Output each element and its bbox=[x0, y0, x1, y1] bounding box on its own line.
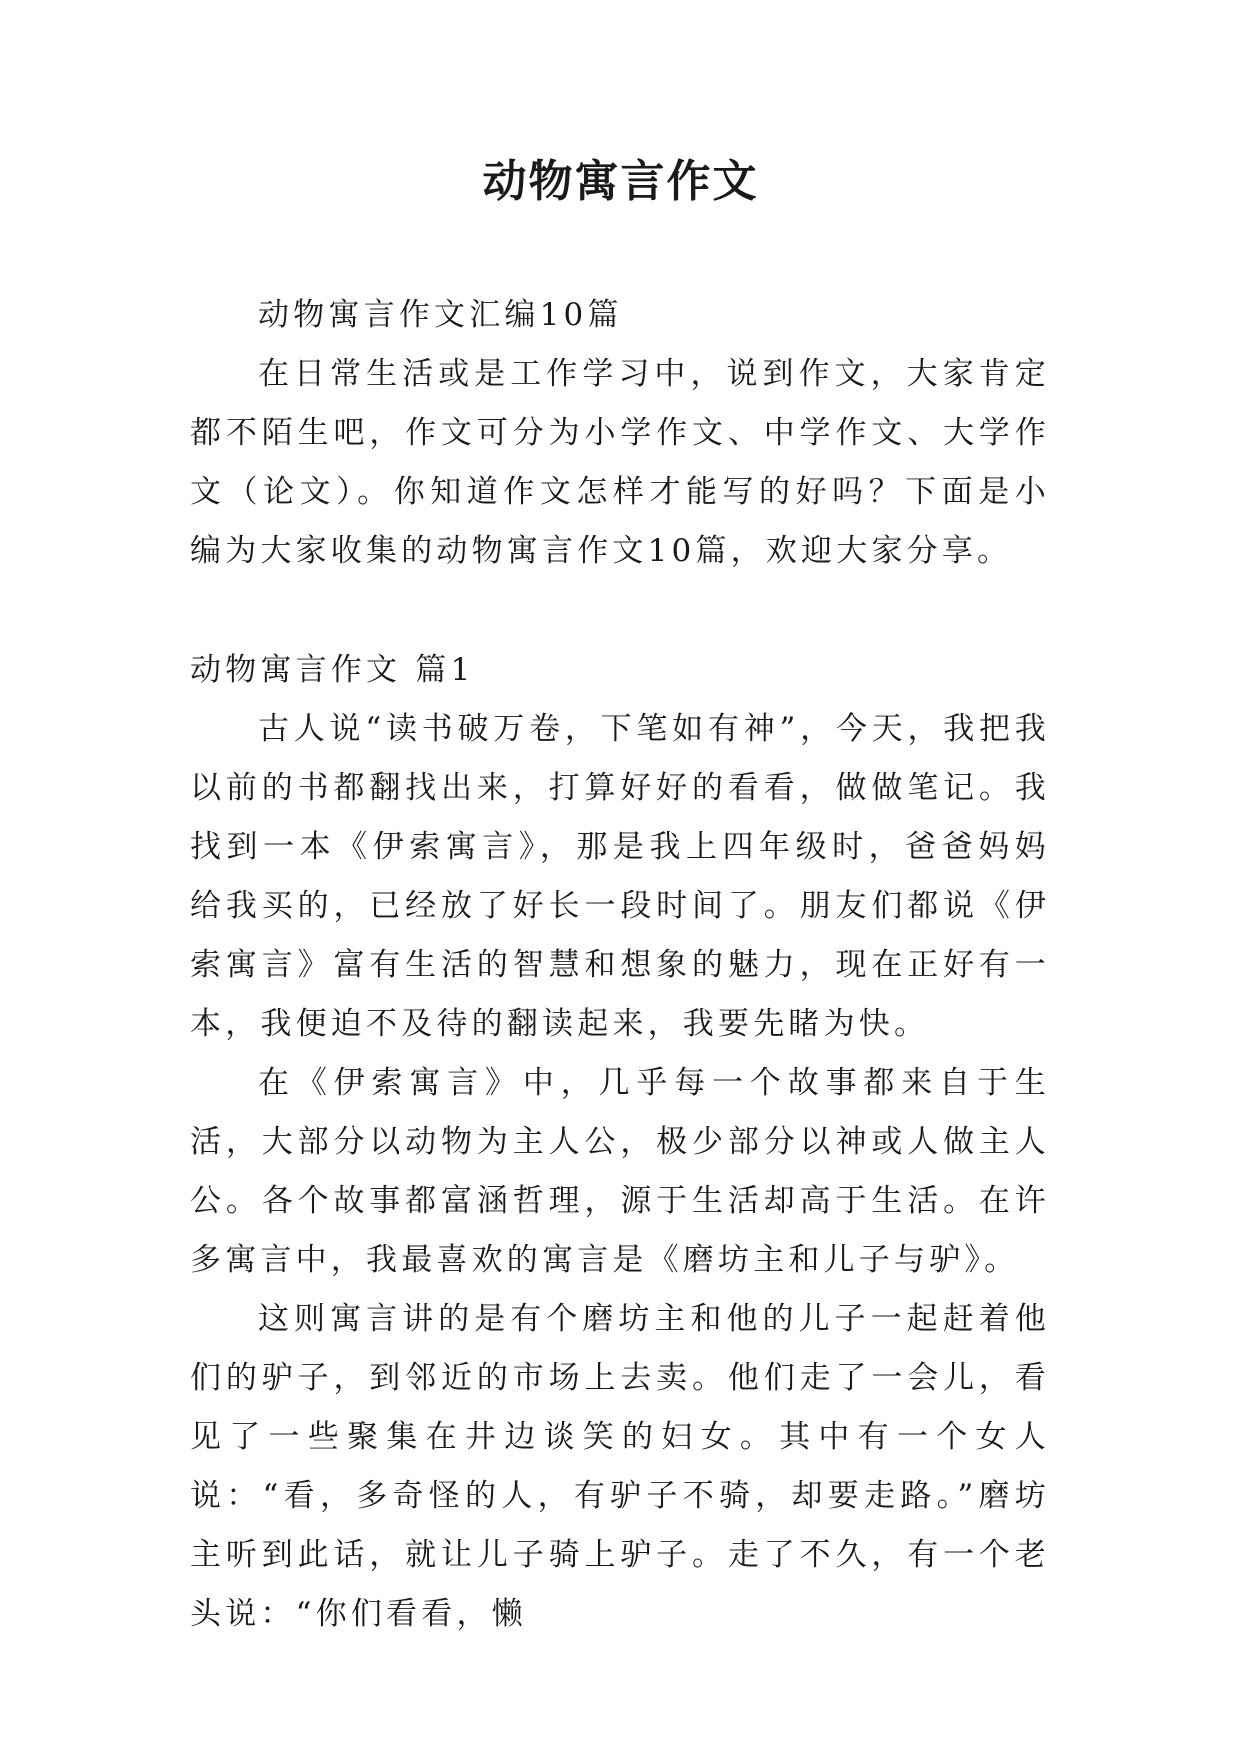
body-paragraph: 这则寓言讲的是有个磨坊主和他的儿子一起赶着他们的驴子，到邻近的市场上去卖。他们走了一会儿，看见了一些聚集在井边谈笑的妇女。其中有一个女人说：“看，多奇怪的人，有驴子不骑，却要走路。”磨坊主听到此话，就让儿子骑上驴子。走了不久，有一个老头说：“你们看看，懒 bbox=[190, 1301, 1050, 1632]
body-paragraph: 在《伊索寓言》中，几乎每一个故事都来自于生活，大部分以动物为主人公，极少部分以神或人做主人公。各个故事都富涵哲理，源于生活却高于生活。在许多寓言中，我最喜欢的寓言是《磨坊主和儿子与驴》。 bbox=[190, 1065, 1050, 1278]
document-subtitle: 动物寓言作文汇编10篇 bbox=[258, 297, 623, 333]
body-paragraph: 古人说“读书破万卷，下笔如有神”，今天，我把我以前的书都翻找出来，打算好好的看看，做做笔记。我找到一本《伊索寓言》，那是我上四年级时，爸爸妈妈给我买的，已经放了好长一段时间了。朋友们都说《伊索寓言》富有生活的智慧和想象的魅力，现在正好有一本，我便迫不及待的翻读起来，我要先睹为快。 bbox=[190, 711, 1050, 1042]
section-spacer bbox=[190, 581, 1050, 641]
document-title: 动物寓言作文 bbox=[482, 156, 759, 207]
document-body bbox=[190, 286, 1050, 1644]
intro-paragraph: 在日常生活或是工作学习中，说到作文，大家肯定都不陌生吧，作文可分为小学作文、中学作文、大学作文（论文）。你知道作文怎样才能写的好吗？下面是小编为大家收集的动物寓言作文10篇，欢迎大家分享。 bbox=[190, 356, 1050, 569]
section-heading: 动物寓言作文 篇1 bbox=[190, 652, 475, 688]
